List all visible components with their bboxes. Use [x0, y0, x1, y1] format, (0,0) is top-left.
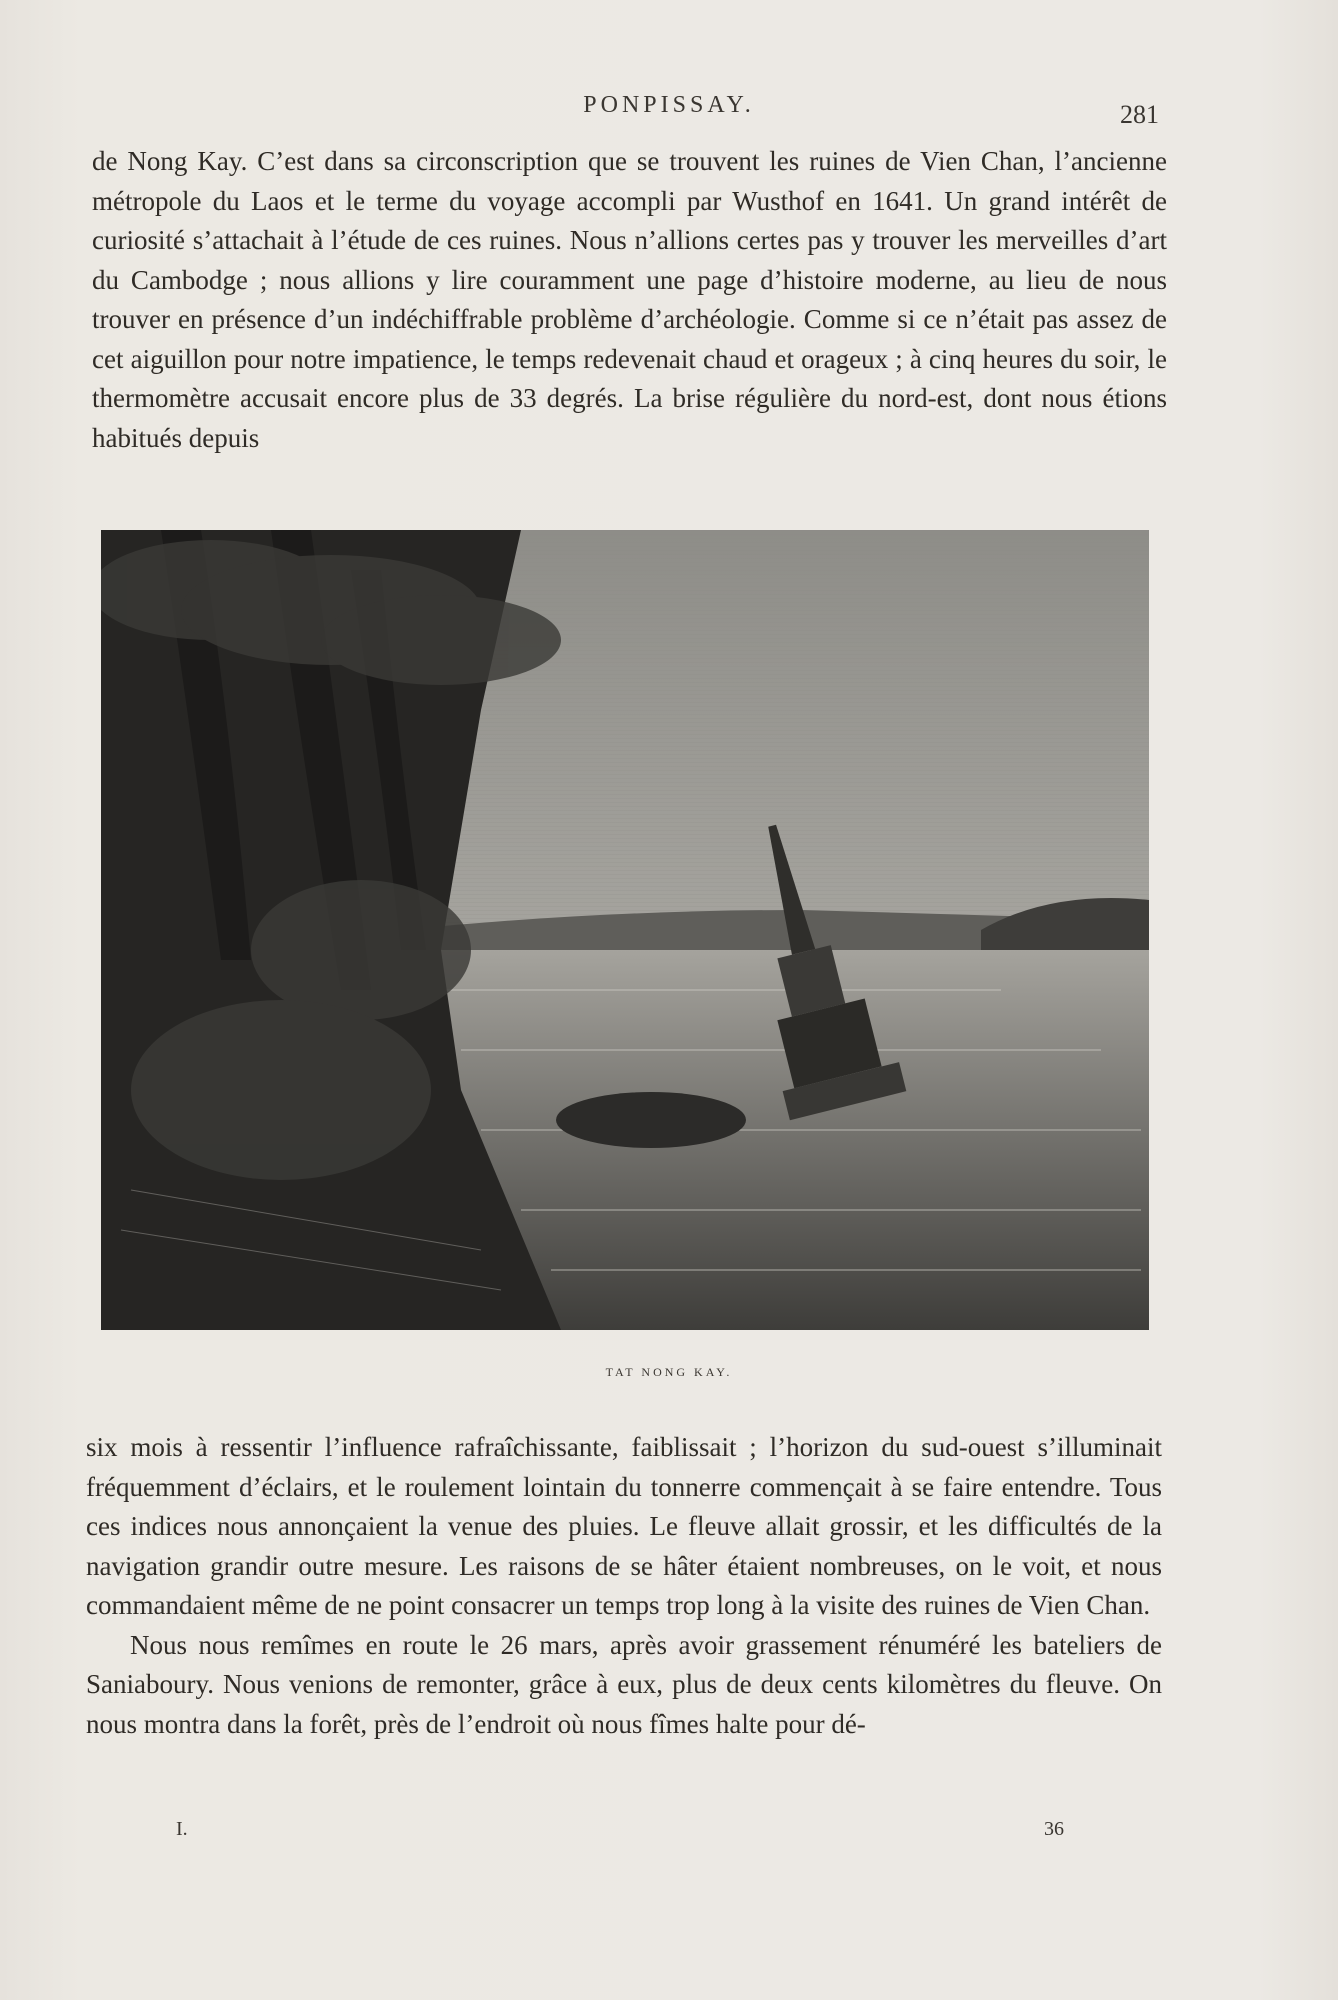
paragraph: six mois à ressentir l’influence rafraîchissante, faiblissait ; l’horizon du sud-ouest s’illuminait fréquemment d’éclairs, et le roulement lointain du tonnerre commençait à se faire entendre. Tous ces indices nous annonçaient la venue des pluies. Le fleuve allait grossir, et les difficultés de la navigation grandir outre mesure. Les raisons de se hâter étaient nombreuses, on le voit, et nous commandaient même de ne point consacrer un temps trop long à la visite des ruines de Vien Chan.: [86, 1432, 1162, 1620]
engraving-illustration: [101, 530, 1149, 1330]
signature-mark: I.: [176, 1818, 188, 1840]
sheet-number: 36: [1044, 1818, 1064, 1840]
page-number: 281: [1120, 100, 1159, 129]
body-text-top: [92, 142, 1167, 458]
running-head: PONPISSAY.: [583, 92, 755, 118]
paragraph: Nous nous remîmes en route le 26 mars, après avoir grassement rénuméré les bateliers de Saniaboury. Nous venions de remonter, grâce à eux, plus de deux cents kilomètres du fleuve. On nous montra dans la forêt, près de l’endroit où nous fîmes halte pour dé-: [86, 1629, 1162, 1739]
figure-caption: TAT NONG KAY.: [605, 1365, 733, 1379]
paragraph: de Nong Kay. C’est dans sa circonscription que se trouvent les ruines de Vien Chan, l’ancienne métropole du Laos et le terme du voyage accompli par Wusthof en 1641. Un grand intérêt de curiosité s’attachait à l’étude de ces ruines. Nous n’allions certes pas y trouver les merveilles d’art du Cambodge ; nous allions y lire couramment une page d’histoire moderne, au lieu de nous trouver en présence d’un indéchiffrable problème d’archéologie. Comme si ce n’était pas assez de cet aiguillon pour notre impatience, le temps redevenait chaud et orageux ; à cinq heures du soir, le thermomètre accusait encore plus de 33 degrés. La brise régulière du nord-est, dont nous étions habitués depuis: [92, 146, 1167, 453]
body-text-bottom: [86, 1428, 1162, 1744]
